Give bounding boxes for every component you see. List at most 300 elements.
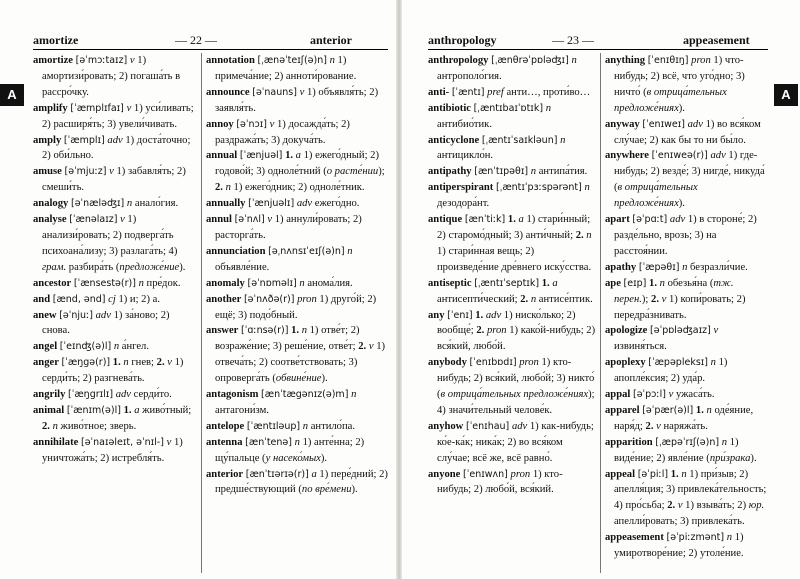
transcription: [əˈnɒməlɪ] [247, 277, 297, 289]
grammar-label: v [120, 214, 125, 226]
headword: anybody [428, 357, 467, 369]
definition-text: 1) в стороне́; 2) разде́льно, врозь; 3) на расстоя́нии. [614, 214, 757, 257]
transcription: [ˈænsestə(r)] [73, 277, 136, 289]
definition-text: серди́то. [131, 389, 172, 401]
dictionary-entry [33, 308, 196, 340]
grammar-label: v [269, 118, 275, 130]
grammar-label: v [299, 86, 305, 98]
transcription: [ˈenɪθɪŋ] [647, 55, 689, 66]
grammar-label: adv [107, 134, 123, 146]
sense-number: 1. [670, 468, 679, 480]
headword: analyse [33, 214, 67, 226]
transcription: [əˈpiːl] [637, 468, 669, 480]
definition-text: ); 4) значи́тельный челове́к. [437, 389, 595, 416]
headword: annual [206, 150, 238, 162]
headword: angel [33, 341, 58, 353]
headword: annoy [206, 118, 234, 130]
dictionary-entry [206, 435, 388, 467]
transcription: [əˈpɑːt] [632, 214, 668, 226]
grammar-label: v [668, 389, 674, 401]
definition-text: ); [641, 293, 652, 305]
transcription: [ˌæntɪbaɪˈɒtɪk] [473, 102, 544, 114]
dictionary-entry [33, 355, 196, 387]
dictionary-entry [206, 85, 388, 117]
right-column-2 [605, 53, 768, 562]
dictionary-entry [206, 467, 388, 499]
dictionary-entry [33, 133, 196, 165]
transcription: [əˈpær(ə)l] [642, 404, 694, 416]
transcription: [əˈnauns] [252, 86, 297, 98]
grammar-label: v [661, 293, 667, 305]
definition-text: антагони́зм. [215, 404, 269, 416]
definition-text: 1) объявля́ть; 2) заявля́ть. [215, 86, 379, 114]
dictionary-entry [206, 419, 388, 435]
headword: annihilate [33, 436, 79, 448]
dictionary-entry [206, 53, 388, 85]
transcription: [əˈnʌðə(r)] [243, 293, 295, 305]
grammar-label: n [126, 198, 133, 210]
dictionary-entry [605, 403, 768, 435]
definition-text: ужаса́ть. [673, 389, 715, 401]
sense-number: 1. [123, 404, 132, 416]
headword: anterior [206, 468, 244, 480]
transcription: [əˈpɔːl] [632, 389, 666, 401]
headword: anomaly [206, 277, 245, 289]
definition-text: 1) стари́нная вещь; 2) произведе́ние дре́внего иску́сства. [437, 245, 592, 273]
dictionary-entry [605, 276, 768, 324]
grammar-label: n [682, 261, 688, 273]
headword: anywhere [605, 150, 649, 162]
grammar-label: n [560, 134, 566, 146]
transcription: [ænˈtiːk] [464, 214, 506, 226]
definition-text: 1) анте́нна; 2) щу́пальце ( [215, 436, 365, 464]
dictionary-entry [33, 101, 196, 133]
dictionary-entry [33, 387, 196, 403]
definition-text: 1) анализи́ровать; 2) подверга́ть психоана́лизу; 3) разлага́ть; 4) [42, 214, 178, 257]
headword: anything [605, 55, 646, 66]
grammar-label: v [656, 420, 661, 432]
headword: another [206, 293, 242, 305]
dictionary-entry [428, 85, 596, 101]
definition-text: ). [321, 373, 328, 385]
grammar-label: adv [669, 214, 686, 226]
definition-text: 1) умиротворе́ние; 2) утоле́ние. [614, 532, 744, 560]
definition-text: дезодора́нт. [437, 198, 490, 210]
sense-number: 1. [649, 277, 657, 289]
grammar-label: n [659, 277, 665, 289]
grammar-label: в отрица́тельных предложе́ниях [614, 182, 698, 210]
definition-text: гнев; [128, 357, 157, 369]
definition-text: антицикло́н. [437, 150, 494, 162]
definition-text: 1) забавля́ть; 2) смеши́ть. [42, 166, 186, 194]
dictionary-entry [428, 101, 596, 133]
headword: apparel [605, 404, 640, 416]
dictionary-entry [33, 164, 196, 196]
definition-text: ). [179, 261, 186, 273]
right-column-divider [600, 53, 601, 573]
transcription: [ˈæpəpleksɪ] [648, 357, 709, 369]
grammar-label: n [681, 468, 687, 480]
dictionary-entry [428, 133, 596, 165]
definition-text: 1) аннули́ровать; 2) расторга́ть. [215, 214, 362, 241]
grammar-label: adv [485, 309, 502, 321]
transcription: [əˌnʌnsɪˈeɪʃ(ə)n] [268, 245, 345, 257]
definition-text: анома́лия. [304, 277, 353, 289]
definition-text: 1) доста́точно; 2) оби́льно. [42, 134, 191, 162]
headword: annul [206, 214, 232, 226]
transcription: [ˈenɪ] [447, 309, 473, 321]
dictionary-entry [206, 244, 388, 276]
transcription: [ˈenɪhau] [465, 420, 510, 432]
transcription: [ˌænθrəˈpɒləʤɪ] [491, 55, 569, 66]
definition-text: обезья́на ( [664, 277, 714, 289]
grammar-label: тж. перен. [614, 277, 734, 305]
sense-number: 2. [575, 229, 584, 241]
transcription: [ˈæntɪ] [451, 86, 485, 98]
transcription: [ˈænəlaɪz] [69, 214, 118, 226]
grammar-label: n [721, 436, 728, 448]
dictionary-entry [428, 419, 596, 467]
grammar-label: юр. [748, 500, 765, 512]
dictionary-entry [33, 276, 196, 292]
definition-text: живо́тный; [139, 404, 192, 416]
transcription: [ænˈtægənɪz(ə)m] [261, 389, 349, 401]
definition-text: 1) ниско́лько; 2) вообще́; [437, 309, 576, 337]
transcription: [ˈæŋgrɪlɪ] [68, 389, 114, 401]
definition-text: 1) как-нибудь; ко́е-ка́к; ника́к; 2) во вся́ком слу́чае; всё же, всё равно́. [437, 420, 594, 464]
dictionary-entry [428, 467, 596, 499]
definition-text: 1) и; 2) а. [115, 293, 161, 305]
transcription: [əˈnʌl] [234, 214, 265, 226]
definition-text: 1) взыва́ть; 2) [682, 500, 749, 512]
dictionary-entry [428, 164, 596, 180]
transcription: [ˈænjuəlɪ] [248, 198, 295, 210]
grammar-label: n [347, 245, 353, 257]
sense-number: 2. [651, 293, 659, 305]
transcription: [əˈpɒləʤaɪz] [650, 325, 711, 337]
definition-text: ежего́дно. [312, 198, 360, 210]
sense-number: 2. [42, 420, 50, 432]
definition-text: 1) копи́ровать; 2) передра́знивать. [614, 293, 746, 321]
definition-text: 1) апопле́ксия; 2) уда́р. [614, 357, 728, 385]
dictionary-entry [605, 212, 768, 260]
grammar-label: n [545, 102, 551, 114]
transcription: [ˌænəˈteɪʃ(ə)n] [257, 55, 327, 66]
dictionary-entry [33, 53, 196, 101]
transcription: [əˈmɔːtaɪz] [75, 55, 128, 66]
grammar-label: предложе́ние [119, 261, 180, 273]
sense-number: 1. [541, 277, 550, 289]
definition-text: 1) ежего́дник; 2) одноле́тник. [230, 182, 365, 194]
transcription: [ænˈtɪpəθɪ] [474, 166, 529, 178]
left-thumb-index-tab: A [0, 84, 24, 106]
transcription: [ænˈtɪərɪə(r)] [245, 468, 309, 480]
right-page-number: — 23 — [552, 33, 594, 47]
grammar-label: a [134, 404, 140, 416]
dictionary-entry [33, 435, 196, 467]
dictionary-entry [206, 148, 388, 196]
definition-text: 1) стари́нный; 2) старомо́дный; 3) анти́чный; [437, 214, 591, 241]
headword: annotation [206, 55, 255, 66]
dictionary-entry [206, 323, 388, 387]
headword: anthropology [428, 55, 489, 66]
definition-text: 1) виде́ние; 2) явле́ние ( [614, 436, 739, 464]
headword: apathy [605, 261, 637, 273]
right-running-head-first: anthropology [428, 33, 497, 47]
sense-number: 1. [112, 357, 121, 369]
grammar-label: pron [691, 55, 711, 66]
grammar-label: n [586, 229, 592, 241]
grammar-label: pron [486, 325, 507, 337]
headword: antipathy [428, 166, 472, 178]
definition-text: антило́па. [308, 420, 355, 432]
grammar-label: n [301, 325, 307, 337]
headword: anyhow [428, 420, 464, 432]
transcription: [əˈnɔɪ] [236, 118, 267, 130]
headword: antibiotic [428, 102, 471, 114]
headword: appal [605, 389, 631, 401]
grammar-label: cj [108, 293, 116, 305]
grammar-label: n [710, 357, 716, 369]
transcription: [əˈnaɪəleɪt, əˈnɪl-] [81, 436, 164, 448]
dictionary-entry [33, 339, 196, 355]
definition-text: антисе́птик. [536, 293, 593, 305]
grammar-label: в отрица́тельных предложе́ниях [440, 389, 589, 401]
transcription: [ˈæmplɪ] [63, 134, 105, 146]
transcription: [ˈænɪm(ə)l] [66, 404, 121, 416]
grammar-label: v [267, 214, 273, 226]
dictionary-entry [33, 403, 196, 435]
grammar-label: v [129, 55, 135, 66]
headword: antiperspirant [428, 182, 494, 194]
grammar-label: pron [510, 468, 531, 480]
definition-text: ). [750, 452, 757, 464]
definition-text: 1) при́зыв; 2) апелля́ция; 3) привлека́тельность; 4) про́сьба; [614, 468, 767, 512]
grammar-label: pron [297, 293, 317, 305]
sense-number: 2. [358, 341, 367, 353]
dictionary-entry [206, 276, 388, 292]
dictionary-entry [428, 180, 596, 212]
grammar-label: pref [487, 86, 504, 98]
dictionary-entry [428, 355, 596, 419]
sense-number: 1. [475, 309, 484, 321]
grammar-label: a [518, 214, 524, 226]
headword: anger [33, 357, 59, 369]
grammar-label: adv [296, 198, 313, 210]
sense-number: 2. [520, 293, 529, 305]
grammar-label: a [295, 150, 301, 162]
headword: anti- [428, 86, 450, 98]
dictionary-entry [428, 212, 596, 276]
dictionary-entry [206, 117, 388, 149]
definition-text: 1) уничтожа́ть; 2) истребля́ть. [42, 436, 183, 464]
grammar-label: v [166, 436, 172, 448]
grammar-label: в отрица́тельных предложе́ниях [614, 86, 727, 114]
definition-text: разбира́ть ( [66, 261, 120, 273]
headword: anyway [605, 118, 640, 130]
left-column-1 [33, 53, 196, 467]
grammar-label: n [225, 182, 231, 194]
headword: amuse [33, 166, 62, 178]
headword: appeal [605, 468, 636, 480]
transcription: [əˈmjuːz] [64, 166, 107, 178]
definition-text: безразли́чие. [687, 261, 748, 273]
headword: apologize [605, 325, 648, 337]
sense-number: 1. [695, 404, 704, 416]
definition-text: а́нгел. [119, 341, 149, 353]
headword: announce [206, 86, 250, 98]
grammar-label: a [552, 277, 558, 289]
definition-text: 1) во вся́ком слу́чае; 2) как бы то ни бы́ло. [614, 118, 761, 146]
grammar-label: n [138, 277, 144, 289]
definition-text: анти…, проти́во… [503, 86, 591, 98]
headword: antiseptic [428, 277, 472, 289]
grammar-label: adv [687, 118, 703, 130]
definition-text: антипа́тия. [536, 166, 588, 178]
grammar-label: n [294, 436, 300, 448]
left-column-2 [206, 53, 388, 498]
grammar-label: по вре́мени [301, 484, 352, 496]
grammar-label: у насеко́мых [265, 452, 321, 464]
definition-text: наряжа́ть. [660, 420, 708, 432]
definition-text: 1) отве́т; 2) возраже́ние; 3) реше́ние, отве́т; [215, 325, 360, 353]
dictionary-entry [605, 467, 768, 531]
definition-text: извиня́ться. [614, 341, 667, 353]
definition-text: ). [320, 452, 328, 464]
grammar-label: n [113, 341, 120, 353]
dictionary-entry [605, 355, 768, 387]
dictionary-entry [605, 387, 768, 403]
dictionary-entry [605, 148, 768, 212]
left-running-head-last: anterior [310, 33, 352, 47]
headword: anew [33, 309, 57, 321]
dictionary-entry [605, 435, 768, 467]
sense-number: 2. [156, 357, 165, 369]
definition-text: пре́док. [143, 277, 181, 289]
grammar-label: n [706, 404, 712, 416]
headword: anyone [428, 468, 461, 480]
headword: antelope [206, 420, 245, 432]
grammar-label: adv [511, 420, 528, 432]
grammar-label: n [530, 293, 537, 305]
transcription: [əˈnjuː] [59, 309, 93, 321]
headword: apoplexy [605, 357, 646, 369]
grammar-label: n [302, 420, 309, 432]
sense-number: 1. [285, 150, 294, 162]
grammar-label: v [167, 357, 172, 369]
right-thumb-index-tab: A [774, 84, 798, 106]
transcription: [ˈænjuəl] [239, 150, 283, 162]
headword: amply [33, 134, 62, 146]
dictionary-entry [206, 212, 388, 244]
headword: annunciation [206, 245, 266, 257]
transcription: [ˈeɪnʤ(ə)l] [59, 341, 112, 353]
grammar-label: грам. [42, 261, 67, 273]
transcription: [ˈæpəθɪ] [638, 261, 680, 273]
dictionary-entry [605, 117, 768, 149]
headword: annually [206, 198, 246, 210]
transcription: [ˌæntɪˈsaɪkləun] [481, 134, 558, 146]
dictionary-entry [33, 212, 196, 276]
definition-text: 1) уси́ливать; 2) расширя́ть; 3) увели́чивать. [42, 102, 194, 130]
right-page [400, 0, 800, 579]
definition-text: оде́яние, наря́д; [614, 404, 754, 432]
definition-text: 1) где-нибудь; 2) везде́; 3) нигде́, никуда́ ( [614, 150, 765, 194]
transcription: [ˈæntɪləup] [246, 420, 301, 432]
sense-number: 2. [476, 325, 485, 337]
headword: apart [605, 214, 630, 226]
grammar-label: n [584, 182, 590, 194]
dictionary-entry [206, 196, 388, 212]
definition-text: 1) досажда́ть; 2) раздража́ть; 3) докуча́ть. [215, 118, 350, 146]
definition-text: 1) за́ново; 2) снова. [42, 309, 170, 337]
headword: ape [605, 277, 621, 289]
transcription: [əˈpiːzmənt] [666, 532, 725, 544]
right-running-head-last: appeasement [683, 33, 750, 47]
left-header-rule [33, 49, 388, 50]
right-header-rule [428, 49, 768, 50]
sense-number: 1. [291, 325, 300, 337]
right-column-1 [428, 53, 596, 498]
definition-text: ). [678, 198, 685, 210]
grammar-label: n [123, 357, 129, 369]
grammar-label: v [109, 166, 114, 178]
headword: antique [428, 214, 463, 226]
transcription: [ˌæpəˈrɪʃ(ə)n] [655, 436, 720, 448]
grammar-label: v [126, 102, 132, 114]
definition-text: анало́гия. [132, 198, 179, 210]
left-column-divider [201, 53, 202, 573]
grammar-label: n [299, 277, 305, 289]
definition-text: 1) серди́ть; 2) разгнева́ть. [42, 357, 184, 385]
grammar-label: n [329, 55, 335, 66]
grammar-label: adv [710, 150, 726, 162]
dictionary-entry [605, 530, 768, 562]
headword: analogy [33, 198, 69, 210]
grammar-label: n [726, 532, 733, 544]
dictionary-entry [605, 260, 768, 276]
definition-text: 1) кто-нибудь; 2) любо́й, вся́кий. [437, 468, 563, 496]
transcription: [ˈɑːnsə(r)] [241, 325, 289, 337]
sense-number: 2. [215, 182, 223, 194]
grammar-label: n [351, 389, 357, 401]
grammar-label: n [530, 166, 537, 178]
definition-text: 1) друго́й; 2) ещё; 3) подо́бный. [215, 293, 377, 321]
definition-text: ). [678, 102, 685, 114]
grammar-label: pron [519, 357, 539, 369]
definition-text: объявле́ние. [215, 261, 270, 273]
headword: amortize [33, 55, 73, 66]
dictionary-entry [206, 292, 388, 324]
left-page-number: — 22 — [175, 33, 217, 47]
grammar-label: обвине́ние [275, 373, 322, 385]
dictionary-entry [428, 53, 596, 85]
headword: apparition [605, 436, 653, 448]
transcription: [ˌæntɪˈpɜːspərənt] [496, 182, 582, 194]
grammar-label: n [52, 420, 58, 432]
definition-text: 1) что-нибудь; 2) всё, что уго́дно; 3) ничто́ ( [614, 55, 745, 98]
transcription: [ˈenɪweə(r)] [651, 150, 708, 162]
definition-text: 1) ежего́дный; 2) годово́й; 3) одноле́тний ( [215, 150, 380, 178]
transcription: [ˈæmplɪfaɪ] [70, 102, 124, 114]
sense-number: 2. [667, 500, 676, 512]
dictionary-entry [428, 276, 596, 308]
grammar-label: adv [95, 309, 111, 321]
headword: animal [33, 404, 65, 416]
transcription: [ˈæŋgə(r)] [61, 357, 111, 369]
grammar-label: v [677, 500, 683, 512]
definition-text: антрополо́гия. [437, 70, 502, 82]
